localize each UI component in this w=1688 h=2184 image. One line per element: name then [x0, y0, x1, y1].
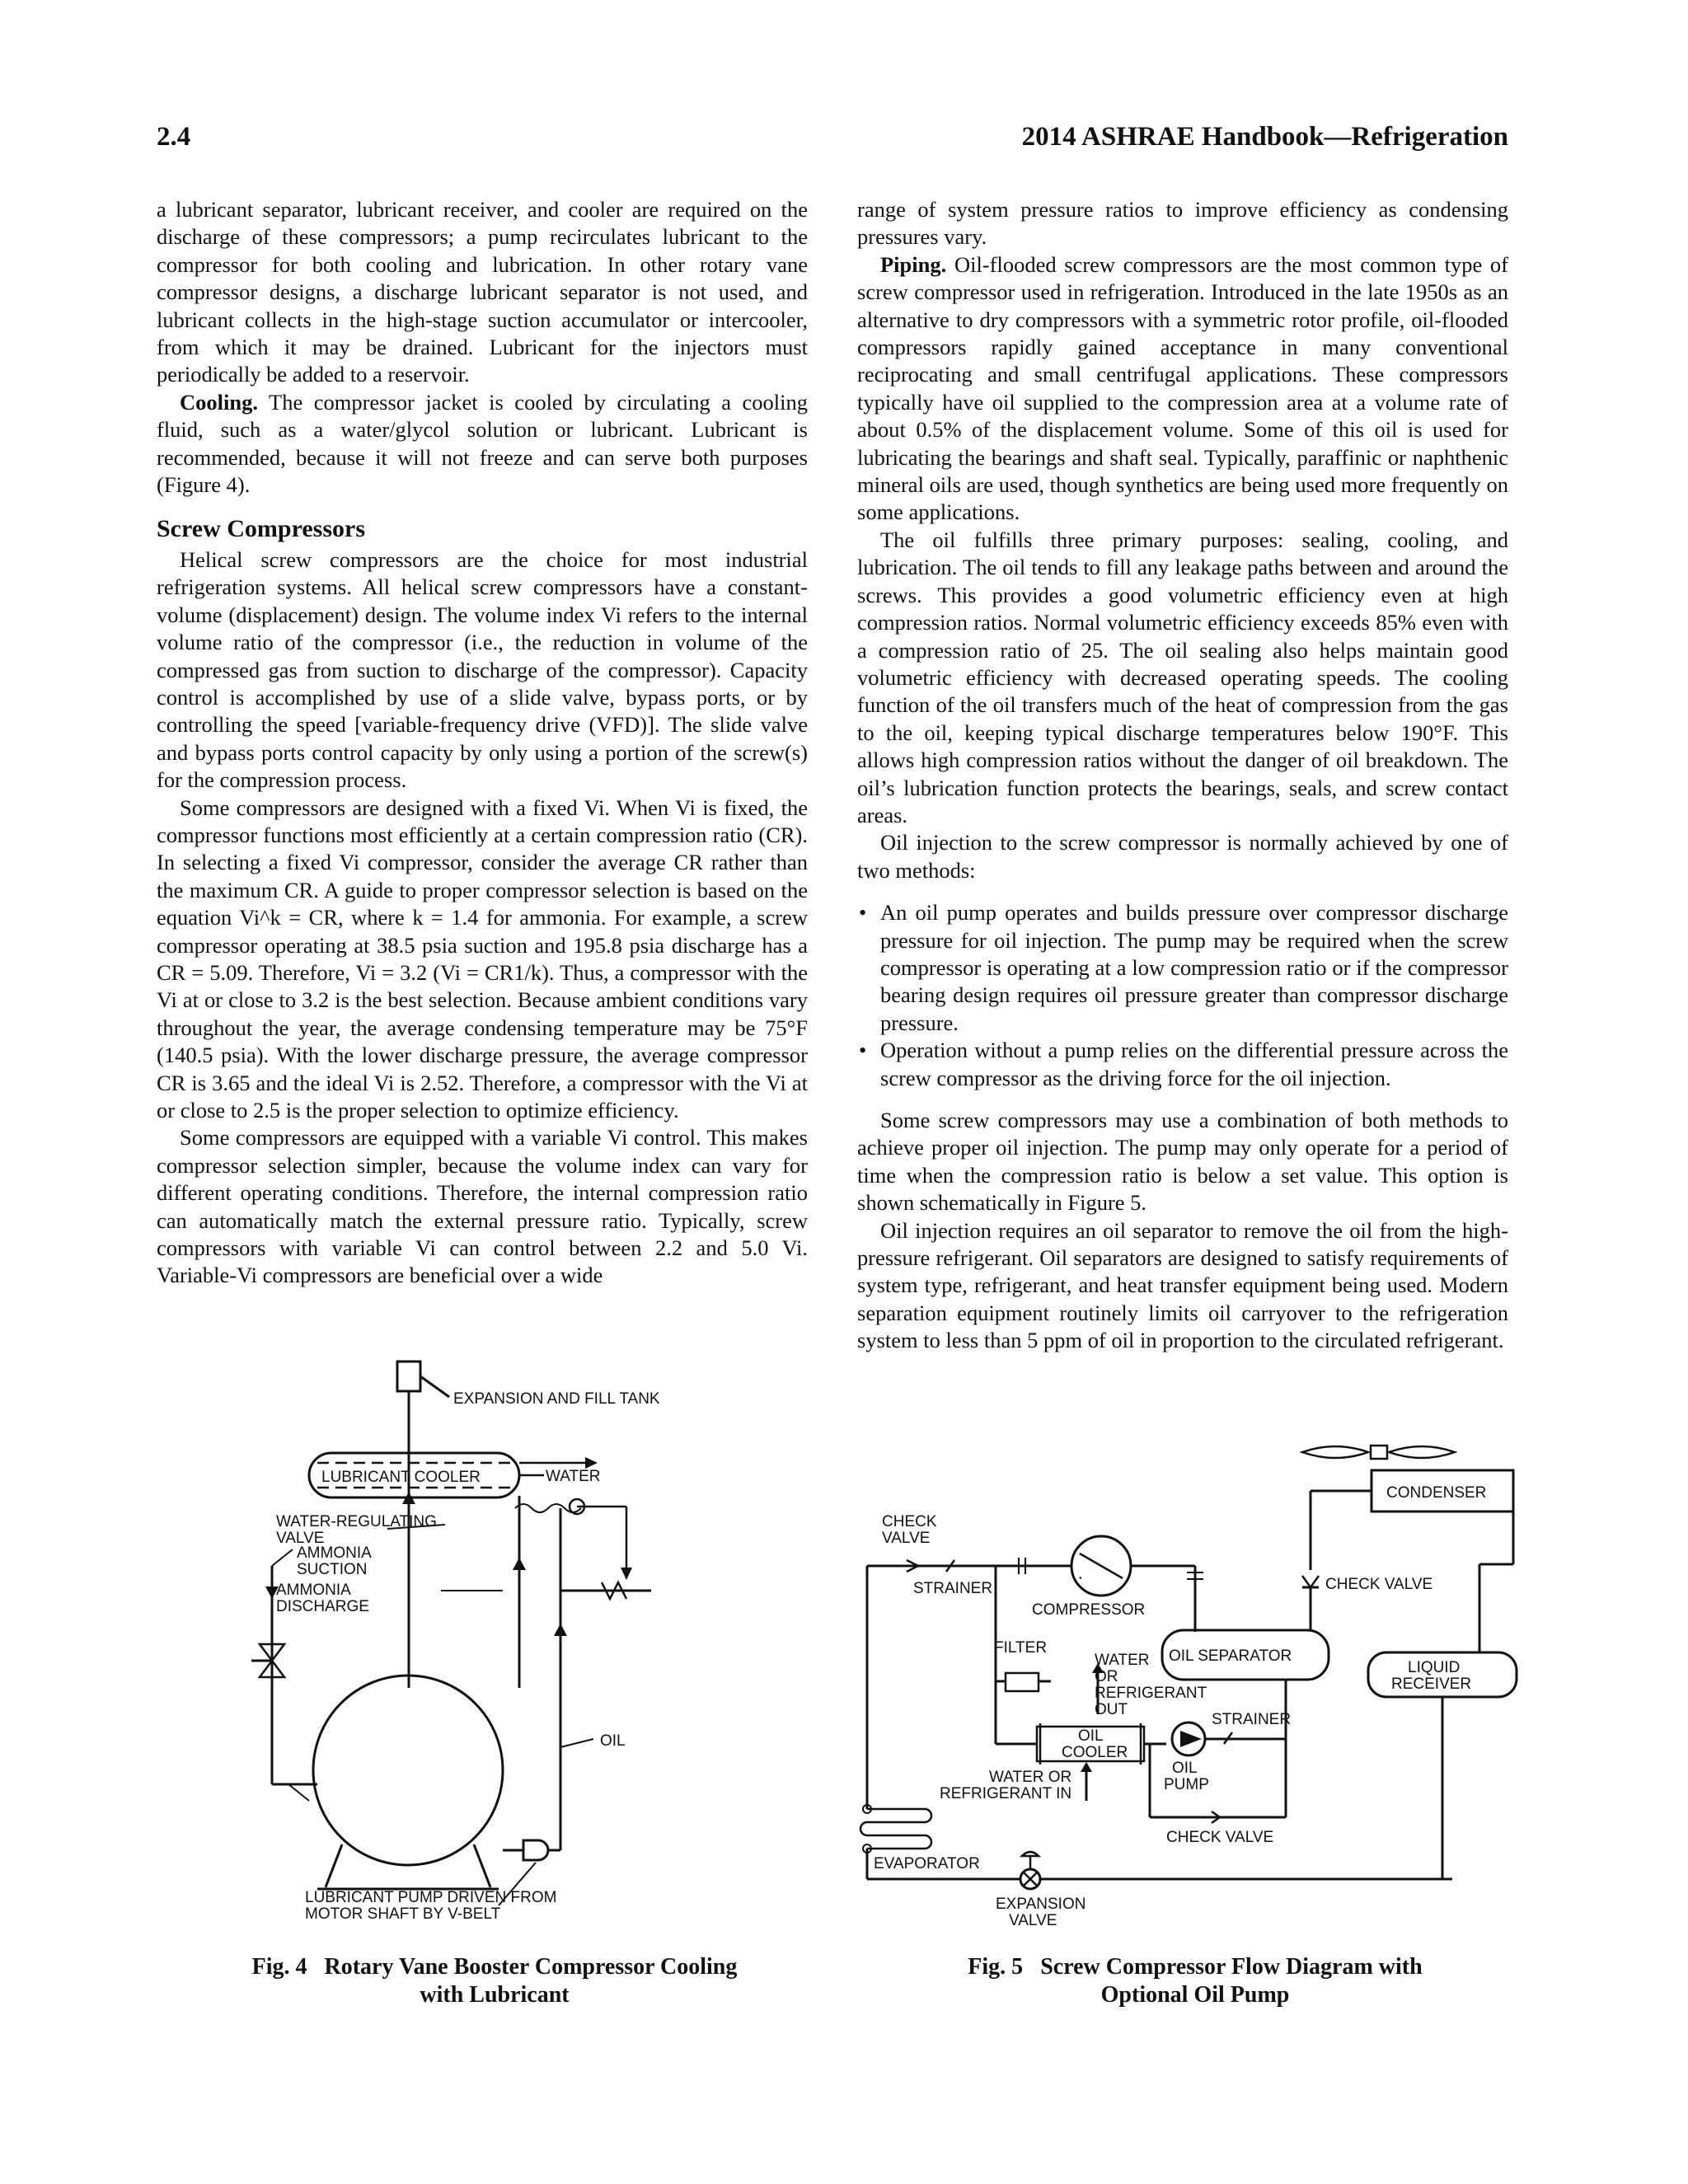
label-oil-cooler-1: OIL — [1078, 1727, 1104, 1745]
check-valve — [602, 1582, 626, 1599]
label-ammonia-discharge-2: DISCHARGE — [276, 1598, 369, 1615]
paragraph: Some screw compressors may use a combination of both methods to achieve proper oil injection. The pump may only operate for a period of time when the compression ratio is below a set value. This option is shown schematically in Figure 5. — [857, 1108, 1508, 1216]
label-expansion-valve-1: EXPANSION — [996, 1896, 1086, 1913]
paragraph: range of system pressure ratios to improve efficiency as condensing pressures vary. — [857, 197, 1508, 250]
paragraph-cooling — [157, 389, 808, 499]
label-expansion-valve-2: VALVE — [1009, 1912, 1057, 1929]
paragraph: a lubricant separator, lubricant receiver, and cooler are required on the discharge of these compressors; a pump recirculates lubricant to the compressor for both cooling and lubrication. In other rotary vane compressor designs, a discharge lubricant separator is not used, and lubricant collects in the high-stage suction accumulator or intercooler, from which it may be drained. Lubricant for the injectors must periodically be added to a reservoir. — [157, 197, 808, 387]
label-ammonia-suction-1: AMMONIA — [297, 1544, 372, 1562]
label-water-out-4: OUT — [1095, 1701, 1128, 1718]
paragraph-text: Oil-flooded screw compressors are the most common type of screw compressor used in refrigeration. Introduced in the late 1950s as an alternative to dry compressors with a symmetric rotor profile, oil-flooded compressors rapidly gained acceptance in many conventional reciprocating and small centrifugal applications. These compressors typically have oil supplied to the compression area at a volume rate of about 0.5% of the displacement volume. Some of this oil is used for lubricating the bearings and shaft seal. Typically, paraffinic or naphthenic mineral oils are used, though synthetics are being used more frequently on some applications. — [857, 251, 1508, 525]
figure-4-diagram — [157, 1352, 832, 1929]
filter-icon — [1006, 1673, 1039, 1691]
rotary-vane-compressor — [313, 1675, 503, 1865]
section-heading: Screw Compressors — [157, 515, 366, 543]
label-water-out-2: OR — [1095, 1668, 1118, 1685]
label-evaporator: EVAPORATOR — [874, 1855, 980, 1872]
label-ammonia-suction-2: SUCTION — [297, 1561, 368, 1578]
check-valve-icon — [1302, 1576, 1319, 1587]
label-water-in-1: WATER OR — [989, 1769, 1072, 1786]
label-oil-cooler-2: COOLER — [1062, 1744, 1128, 1761]
label-oil-pump-1: OIL — [1172, 1760, 1198, 1777]
figure-4-caption — [157, 1953, 832, 2009]
label-water-in-2: REFRIGERANT IN — [940, 1785, 1072, 1802]
caption-title: Screw Compressor Flow Diagram with — [1040, 1954, 1423, 1980]
label-oil: OIL — [600, 1732, 626, 1750]
label-water-valve-1: WATER-REGULATING — [276, 1513, 437, 1530]
caption-line: with Lubricant — [420, 1982, 570, 2008]
figure-5-diagram — [857, 1434, 1533, 1929]
bullet-list — [857, 899, 1508, 1092]
caption-line — [157, 1953, 832, 1981]
caption-number: Fig. 4 — [251, 1954, 307, 1980]
label-check-valve-bottom: CHECK VALVE — [1166, 1829, 1274, 1846]
label-liquid-receiver-2: RECEIVER — [1391, 1675, 1472, 1693]
label-water-out-1: WATER — [1095, 1652, 1150, 1669]
paragraph: Some compressors are designed with a fixed Vi. When Vi is fixed, the compressor functions most efficiently at a certain compression ratio (CR). In selecting a fixed Vi compressor, consider the average CR rather than the maximum CR. A guide to proper compressor selection is based on the equation Vi^k = CR, where k = 1.4 for ammonia. For example, a screw compressor operating at 38.5 psia suction and 195.8 psia discharge has a CR = 5.09. Therefore, Vi = 3.2 (Vi = CR1/k). Thus, a compressor with the Vi at or close to 3.2 is the best selection. Because ambient conditions vary throughout the year, the average condensing temperature may be 75°F (140.5 psia). With the lower discharge pressure, the average compressor CR is 3.65 and the ideal Vi is 2.52. Therefore, a compressor with the Vi at or close to 2.5 is the proper selection to optimize efficiency. — [157, 794, 808, 1122]
label-lubricant-cooler: LUBRICANT COOLER — [321, 1469, 481, 1486]
runin-heading: Piping. — [880, 251, 947, 277]
lubricant-pump — [523, 1840, 548, 1860]
label-check-valve-top-2: VALVE — [882, 1530, 931, 1547]
list-item: • An oil pump operates and builds pressure over compressor discharge pressure for oil injection. The pump may be required when the screw compressor is operating at a low compression ratio or if the compressor bearing design requires oil pressure greater than compressor discharge pressure. — [857, 899, 1508, 1037]
label-water-valve-2: VALVE — [276, 1530, 325, 1547]
left-column — [157, 196, 808, 1290]
figure-5 — [857, 1434, 1533, 1933]
label-ammonia-discharge-1: AMMONIA — [276, 1582, 351, 1599]
caption-number: Fig. 5 — [968, 1954, 1024, 1980]
label-oil-pump-2: PUMP — [1164, 1776, 1209, 1793]
label-filter: FILTER — [994, 1639, 1048, 1657]
evaporator-coil — [860, 1809, 931, 1849]
list-item: • Operation without a pump relies on the differential pressure across the screw compressor as the driving force for the oil injection. — [857, 1037, 1508, 1092]
caption-title: Rotary Vane Booster Compressor Cooling — [324, 1954, 738, 1980]
caption-line — [857, 1953, 1533, 1981]
paragraph: Helical screw compressors are the choice for most industrial refrigeration systems. All helical screw compressors have a constant-volume (displacement) design. The volume index Vi refers to the internal volume ratio of the compressor (i.e., the reduction in volume of the compressed gas from suction to discharge of the compressor). Capacity control is accomplished by use of a slide valve, bypass ports, or by controlling the speed [variable-frequency drive (VFD)]. The slide valve and bypass ports control capacity by only using a portion of the screw(s) for the compression process. — [157, 546, 808, 793]
label-compressor: COMPRESSOR — [1032, 1601, 1146, 1619]
label-strainer-mid: STRAINER — [1212, 1711, 1292, 1728]
runin-heading: Cooling. — [180, 389, 258, 415]
paragraph: The oil fulfills three primary purposes: sealing, cooling, and lubrication. The oil tends to fill any leakage paths between and around the screws. This provides a good volumetric efficiency even at high compression ratios. Normal volumetric efficiency exceeds 85% even with a compression ratio of 25. The oil sealing also helps maintain good volumetric efficiency with decreased operating speeds. The cooling function of the oil transfers much of the heat of compression from the gas to the oil, keeping typical discharge temperatures below 190°F. This allows high compression ratios without the danger of oil breakdown. The oil’s lubrication function protects the bearings, seals, and screw contact areas. — [857, 527, 1508, 827]
page-number: 2.4 — [157, 122, 191, 152]
paragraph-piping — [857, 251, 1508, 527]
label-check-valve-right: CHECK VALVE — [1325, 1576, 1433, 1593]
label-check-valve-top-1: CHECK — [882, 1513, 937, 1530]
label-water-out-3: REFRIGERANT — [1095, 1685, 1207, 1702]
condenser-fan-icon — [1302, 1446, 1455, 1458]
figure-5-caption — [857, 1953, 1533, 2009]
label-pump-1: LUBRICANT PUMP DRIVEN FROM — [305, 1889, 557, 1906]
figure-4 — [157, 1352, 832, 1933]
label-liquid-receiver-1: LIQUID — [1408, 1659, 1461, 1676]
right-column — [857, 196, 1508, 1355]
caption-line: Optional Oil Pump — [1100, 1982, 1290, 2008]
paragraph-text: The compressor jacket is cooled by circulating a cooling fluid, such as a water/glycol solution or lubricant. Lubricant is recommended, because it will not freeze and can serve both purposes (Figure 4). — [157, 389, 808, 498]
paragraph: Some compressors are equipped with a variable Vi control. This makes compressor selection simpler, because the volume index can vary for different operating conditions. Therefore, the internal compression ratio can automatically match the external pressure ratio. Typically, screw compressors with variable Vi can control between 2.2 and 5.0 Vi. Variable-Vi compressors are beneficial over a wide — [157, 1125, 808, 1288]
paragraph: Oil injection to the screw compressor is normally achieved by one of two methods: — [857, 830, 1508, 883]
label-pump-2: MOTOR SHAFT BY V-BELT — [305, 1905, 501, 1923]
label-water: WATER — [546, 1468, 601, 1485]
label-expansion-tank: EXPANSION AND FILL TANK — [453, 1390, 660, 1408]
expansion-tank — [397, 1361, 420, 1391]
label-strainer-top: STRAINER — [913, 1580, 993, 1597]
paragraph: Oil injection requires an oil separator to remove the oil from the high-pressure refrigerant. Oil separators are designed to satisfy requirements of system type, refrigerant, and heat transfer equipment being used. Modern separation equipment routinely limits oil carryover to the refrigeration system to less than 5 ppm of oil in proportion to the circulated refrigerant. — [857, 1217, 1508, 1353]
label-condenser: CONDENSER — [1386, 1484, 1487, 1502]
running-head: 2014 ASHRAE Handbook—Refrigeration — [1021, 122, 1508, 152]
label-oil-separator: OIL SEPARATOR — [1169, 1647, 1292, 1665]
